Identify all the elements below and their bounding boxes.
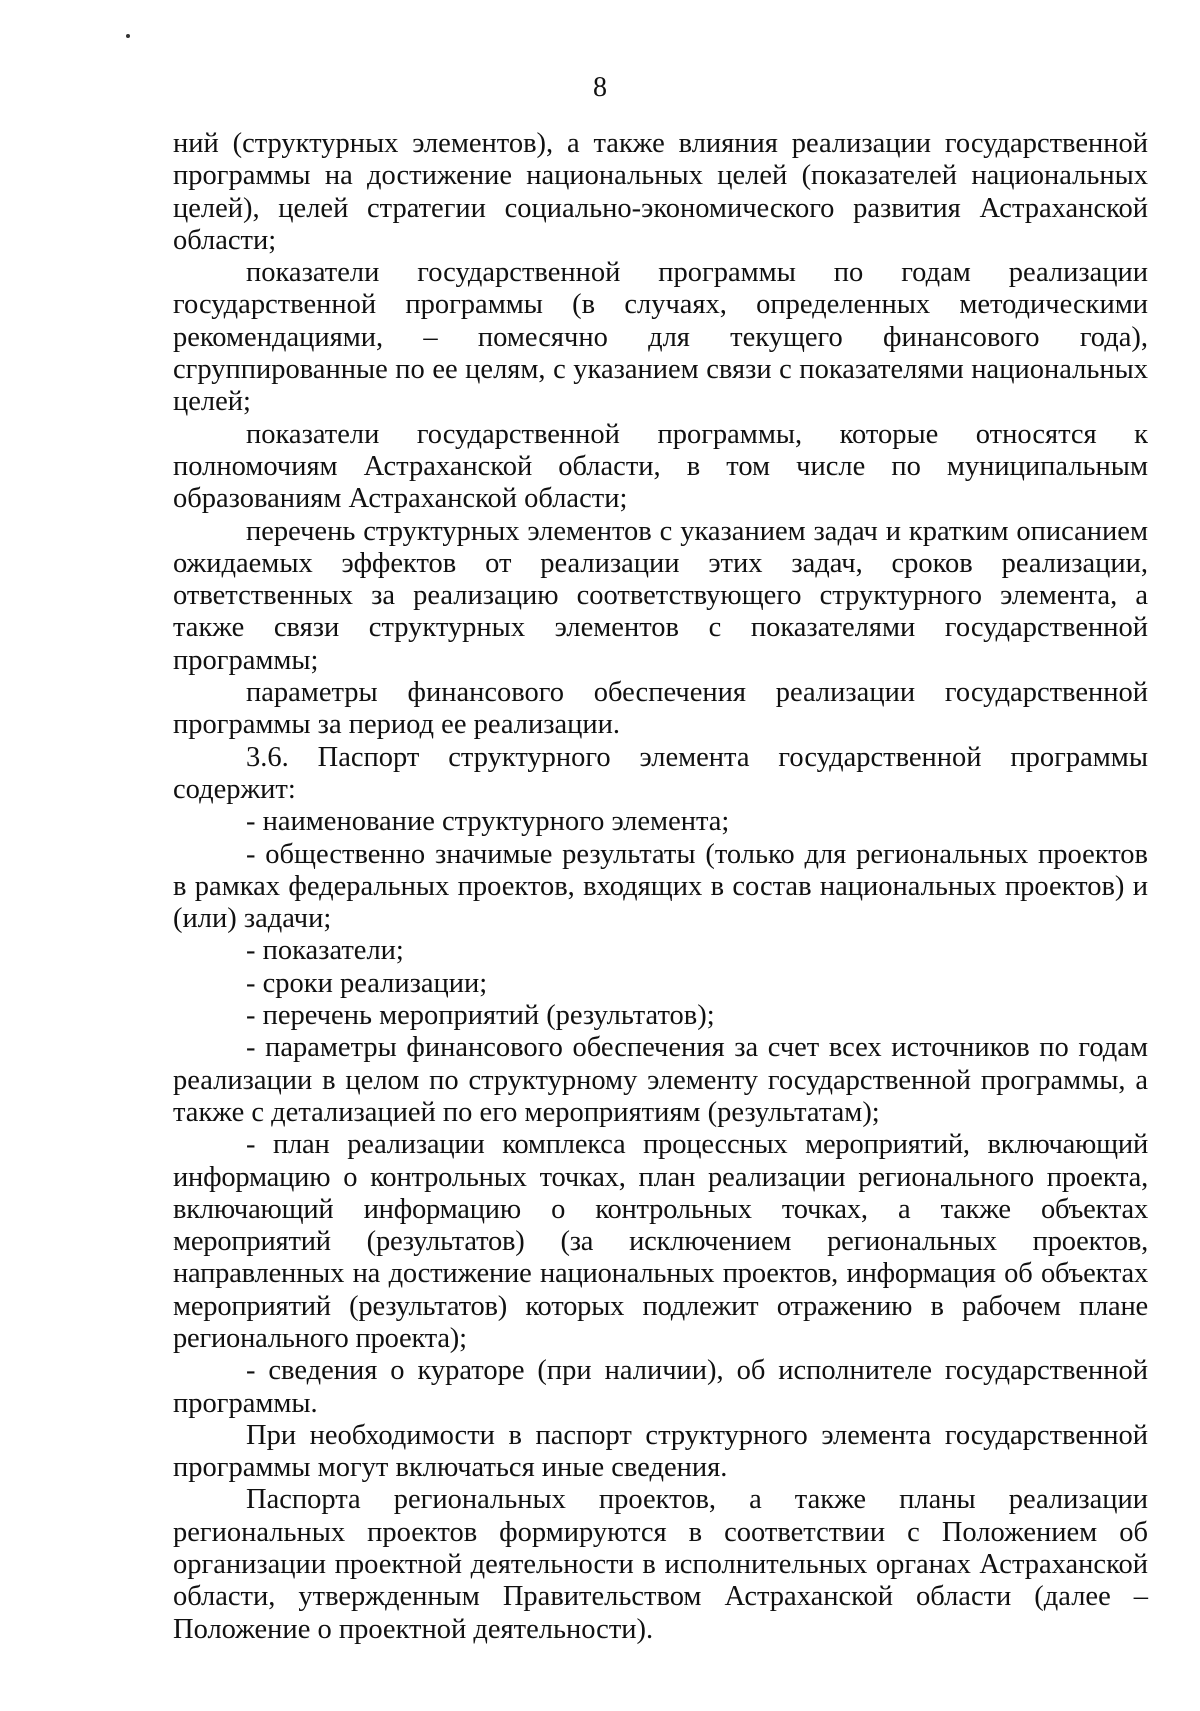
paragraph-other-info: При необходимости в паспорт структурного элемента государственной программы могут включаться иные сведения. [173,1419,1148,1484]
paragraph-regional-projects: Паспорта региональных проектов, а также планы реализации региональных проектов формируются в соответствии с Положением об организации проектной деятельности в исполнительных органах Астраханской области, утвержденным Правительством Астраханской области (далее – Положение о проектной деятельности). [173,1484,1148,1645]
list-item-curator: - сведения о кураторе (при наличии), об исполнителе государственной программы. [173,1355,1148,1419]
list-item-financing: - параметры финансового обеспечения за счет всех источников по годам реализации в целом по структурному элементу государственной программы, а также с детализацией по его мероприятиям (результатам); [173,1032,1148,1128]
list-item-deadlines: - сроки реализации; [246,967,488,999]
paragraph-continuation: ний (структурных элементов), а также влияния реализации государственной программы на достижение национальных целей (показателей национальных целей), целей стратегии социально-экономического развития Астраханской области; [173,128,1148,256]
page-number: 8 [593,72,607,103]
list-item-implementation-plan: - план реализации комплекса процессных мероприятий, включающий информацию о контрольных точках, план реализации регионального проекта, включающий информацию о контрольных точках, а также объектах мероприятий (результатов) (за исключением региональных проектов, направленных на достижение национальных проектов, информация об объектах мероприятий (результатов) которых подлежит отражению в рабочем плане регионального проекта); [173,1129,1148,1354]
paragraph-section-3-6: 3.6. Паспорт структурного элемента государственной программы содержит: [173,741,1148,805]
paragraph-indicators-by-years: показатели государственной программы по годам реализации государственной программы (в случаях, определенных методическими рекомендациями, – помесячно для текущего финансового года), сгруппированные по ее целям, с указанием связи с показателями национальных целей; [173,257,1148,418]
paragraph-indicators-powers: показатели государственной программы, которые относятся к полномочиям Астраханской области, в том числе по муниципальным образованиям Астраханской области; [173,418,1148,515]
list-item-element-name: - наименование структурного элемента; [246,806,730,838]
paragraph-structural-elements-list: перечень структурных элементов с указанием задач и кратким описанием ожидаемых эффектов от реализации этих задач, сроков реализации, ответственных за реализацию соответствующего структурного элемента, а также связи структурных элементов с показателями государственной программы; [173,515,1148,676]
list-item-activities: - перечень мероприятий (результатов); [246,1000,715,1032]
list-item-significant-results: - общественно значимые результаты (только для региональных проектов в рамках федеральных проектов, входящих в состав национальных проектов) и (или) задачи; [173,838,1148,935]
document-body [173,128,1148,1646]
scan-speck [126,34,130,38]
paragraph-financing-parameters: параметры финансового обеспечения реализации государственной программы за период ее реализации. [173,677,1148,741]
list-item-indicators: - показатели; [246,935,404,967]
